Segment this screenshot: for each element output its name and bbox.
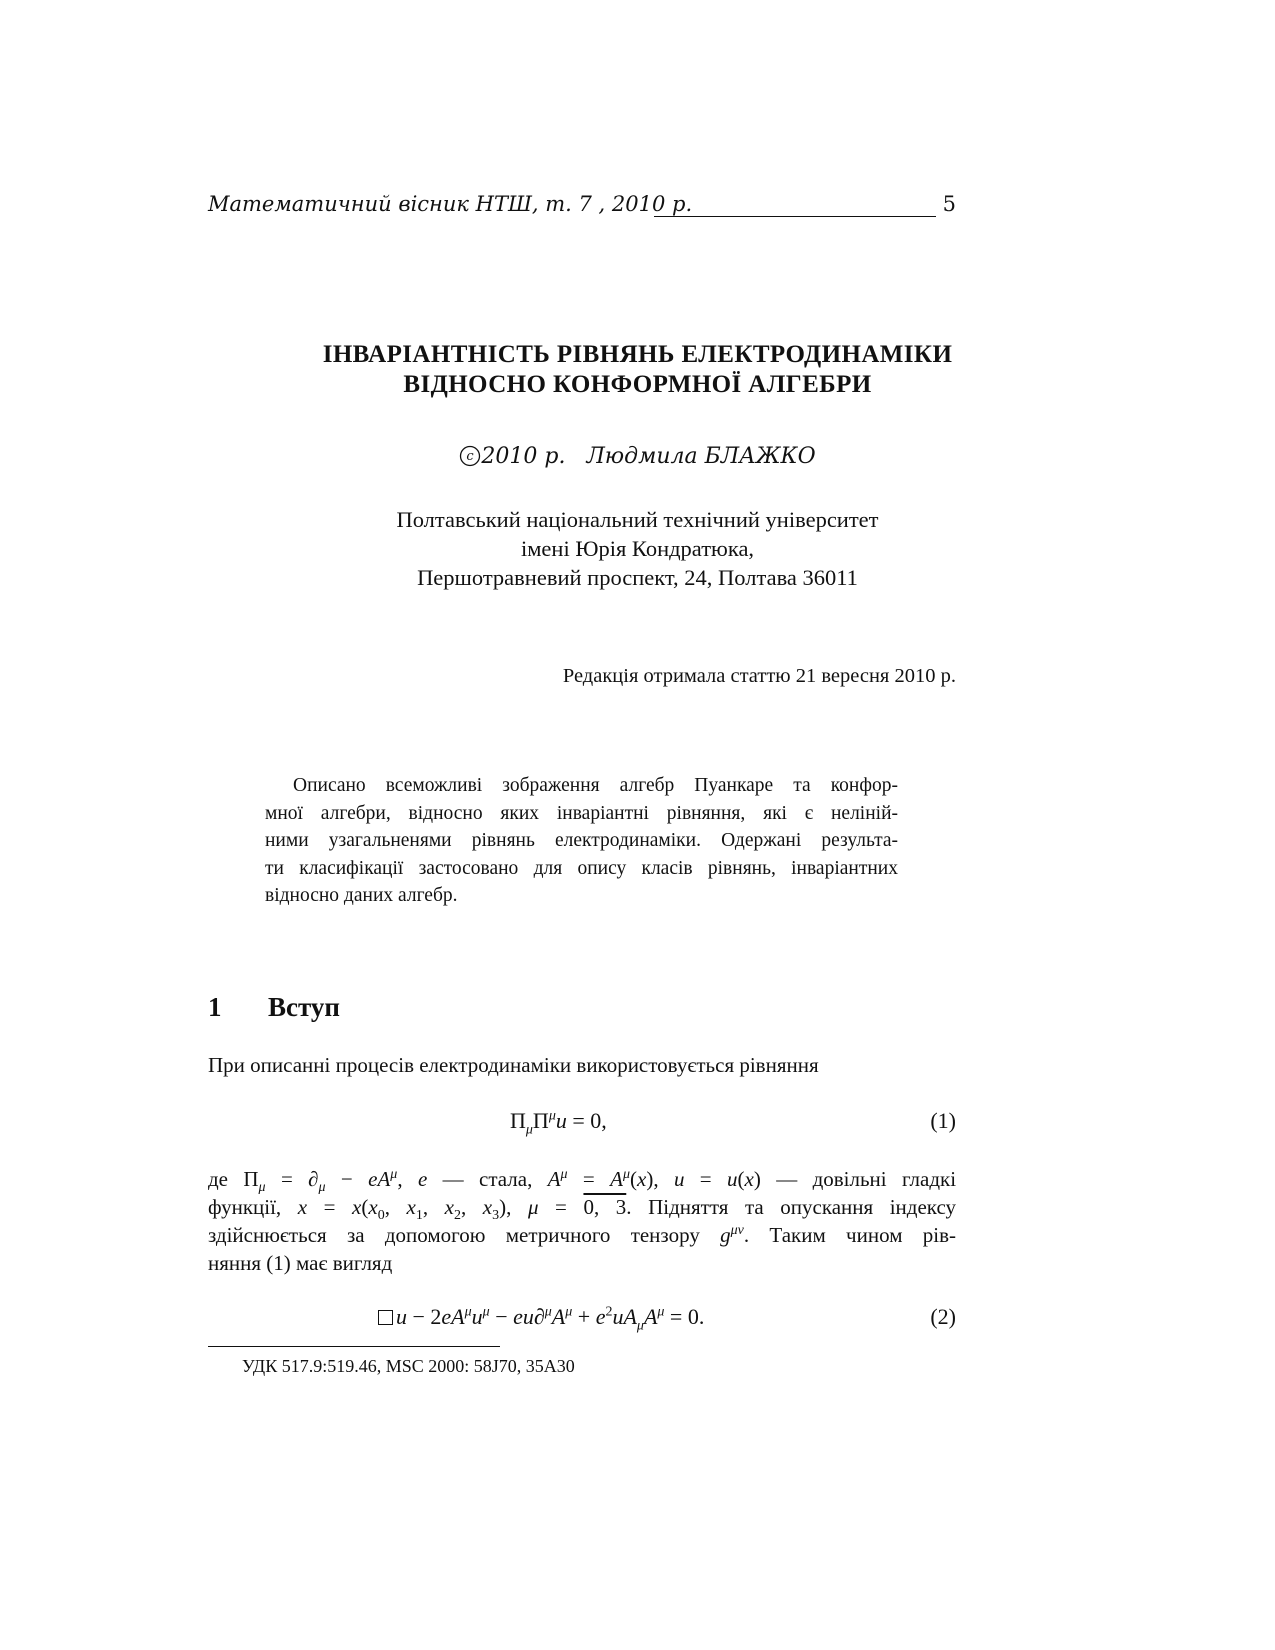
affiliation [250,505,1025,592]
abstract-line-3: ними узагальненями рівнянь електродинаміки. Одержані результа- [265,830,898,851]
author-line [300,444,975,469]
section-title: Вступ [268,992,340,1022]
section-number: 1 [208,992,222,1022]
abstract-line-4: ти класифікації застосовано для опису класів рівнянь, інваріантних [265,857,898,879]
author-name: Людмила БЛАЖКО [586,444,816,469]
equation-1: $\Pi_\mu\Pi^\mu u = 0$, [510,1108,607,1138]
abstract-line-2: мної алгебри, відносно яких інваріантні рівняння, які є неліній- [265,802,898,824]
page-number: 5 [942,192,956,216]
abstract [265,772,898,910]
dalembertian-box-icon [378,1310,393,1325]
copyright-icon [459,444,481,468]
title-line-1: ІНВАРІАНТНІСТЬ РІВНЯНЬ ЕЛЕКТРОДИНАМІКИ [322,341,953,368]
abstract-line-1: Описано всеможливі зображення алгебр Пуанкаре та конфор- [293,775,898,796]
affiliation-line-1: Полтавський національний технічний університет [396,507,879,532]
definitions-paragraph [208,1165,956,1277]
footnote: УДК 517.9:519.46, MSC 2000: 58J70, 35A30 [242,1356,575,1376]
title-line-2: ВІДНОСНО КОНФОРМНОЇ АЛГЕБРИ [403,371,872,398]
affiliation-line-3: Першотравневий проспект, 24, Полтава 36011 [417,565,858,590]
intro-paragraph: При описанні процесів електродинаміки використовується рівняння [208,1053,819,1077]
para2-line-3: здійснюється за допомогою метричного тензору $g^{\mu\nu}$. Таким чином рів- [208,1223,957,1247]
received-date: Редакція отримала статтю 21 вересня 2010 р. [562,665,956,687]
affiliation-line-2: імені Юрія Кондратюка, [520,536,755,561]
equation-1-number: (1) [930,1108,956,1133]
para2-line-4: няння (1) має вигляд [208,1251,393,1275]
running-head [208,192,956,226]
header-rule [654,216,936,217]
journal-citation: Математичний вісник НТШ, т. 7 , 2010 р. [208,192,693,216]
author-year: 2010 р. [481,444,566,469]
footnote-rule [208,1346,500,1347]
para2-line-1: де $\Pi_\mu = \partial_\mu - eA^\mu$, e — стала, $A^\mu = A^\mu(x)$, u = u(x) — довільні гладкі [208,1167,957,1196]
para2-line-2: функції, $x = x(x_0$, $x_1$, $x_2$, $x_3$), μ = 0, 3. Підняття та опускання індексу [208,1195,957,1224]
abstract-line-5: відносно даних алгебр. [265,885,458,906]
paper-title [150,340,1125,400]
equation-2-number: (2) [930,1304,956,1329]
copyright-letter: c [466,449,475,464]
equation-2: $u - 2eA^\mu u^\mu - eu\partial^\mu A^\mu + e^2uA_\mu A^\mu = 0$. [378,1304,704,1330]
